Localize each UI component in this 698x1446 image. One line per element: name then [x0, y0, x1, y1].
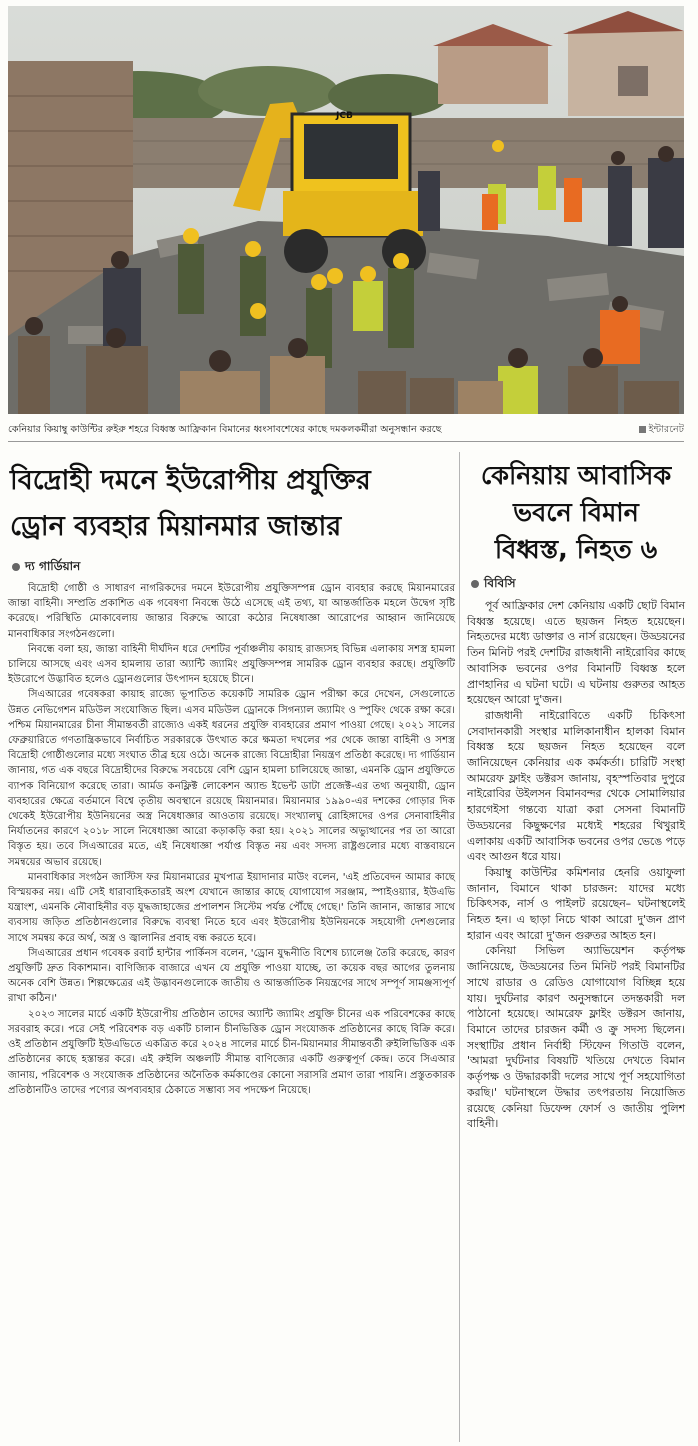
right-headline-line-1: কেনিয়ায় আবাসিক [480, 461, 672, 491]
caption-text: কেনিয়ার কিয়াম্বু কাউন্টির রুইরু শহরে বিধ্বস্ত আফ্রিকান বিমানের ধ্বংসাবশেষের কাছে দমকলকর্মীরা অনুসন্ধান করছে [8, 424, 442, 435]
right-headline-line-3: বিধ্বস্ত, নিহত ৬ [494, 535, 658, 565]
article-paragraph: কিয়াম্বু কাউন্টির কমিশনার হেনরি ওয়াফুলা জানান, বিমানে থাকা চারজন: যাদের মধ্যে চিকিৎসক, নার্স ও পাইলট রয়েছেন– ঘটনাস্থলেই নিহত হন। এ ছাড়া নিচে থাকা আরো দু'জন প্রাণ হারান এবং আরো দু'জন গুরুতর আহত হন। [467, 865, 685, 942]
left-headline [10, 458, 455, 550]
right-headline-line-2: ভবনে বিমান [513, 498, 639, 528]
right-article-body [467, 598, 685, 1132]
article-paragraph: বিদ্রোহী গোষ্ঠী ও সাধারণ নাগরিকদের দমনে ইউরোপীয় প্রযুক্তিসম্পন্ন ড্রোন ব্যবহার করছে মিয়ানমারের জান্তা বাহিনী। সম্প্রতি প্রকাশিত এক গবেষণা নিবন্ধে উঠে এসেছে এই তথ্য, যা আন্তর্জাতিক মহলে উদ্বেগ সৃষ্টি করেছে। পরিস্থিতি মোকাবেলায় জান্তার বিরুদ্ধে আরো কঠোর নিষেধাজ্ঞা আরোপের আহ্বান জানিয়েছে মানবাধিকার সংগঠনগুলো। [8, 583, 455, 640]
article-paragraph: রাজধানী নাইরোবিতে একটি চিকিৎসা সেবাদানকারী সংস্থার মালিকানাধীন হালকা বিমান বিধ্বস্ত হয়ে ছয়জন নিহত হয়েছেন বলে জানিয়েছেন কেনিয়ার এক কর্মকর্তা। চারিটি সংস্থা আমরেফ ফ্লাইং ডক্টরস জানায়, বৃহস্পতিবার দুপুরে নাইরোবির উইলসন বিমানবন্দর থেকে সোমালিয়ার হারগেইসা গন্তব্যে যাত্রা করা সেসনা বিমানটি উড্ডয়নের কিছুক্ষণের মধ্যেই শহরের থিখুরাই এলাকায় একটি আবাসিক ভবনের ওপর ভেঙে পড়ে এবং আগুন ধরে যায়। [467, 708, 685, 864]
article-paragraph: সিএআরের প্রধান গবেষক রবার্ট হান্টার পার্কিনস বলেন, 'ড্রোন যুদ্ধনীতি বিশেষ চ্যালেঞ্জ তৈরি করেছে, কারণ প্রযুক্তিটি দ্রুত বিকাশমান। বাণিজ্যিক বাজারে এখন যে প্রযুক্তি পাওয়া যাচ্ছে, তা কয়েক বছর আগের তুলনায় অনেক বেশি উন্নত। শিল্পক্ষেত্রের এই উদ্ভাবনগুলোকে জাতীয় ও আন্তর্জাতিক নিয়ন্ত্রণের সাথে সম্পূর্ণ সামঞ্জস্যপূর্ণ রাখা কঠিন।' [8, 947, 455, 1005]
right-headline [467, 458, 685, 569]
photo-credit: ইন্টারনেট [639, 419, 684, 441]
article-paragraph: ২০২৩ সালের মার্চে একটি ইউরোপীয় প্রতিষ্ঠান তাদের অ্যান্টি জ্যামিং প্রযুক্তি চীনের এক পরিবেশকের কাছে সরবরাহ করে। পরে সেই পরিবেশক বড় একটি চালান চীনভিত্তিক ড্রোন সংযোজক প্রতিষ্ঠানের কাছে বিক্রি করে। ওই প্রতিষ্ঠান প্রযুক্তিটি ইউএভিতে একত্রিত করে ২০২৪ সালের মার্চে চীন-মিয়ানমার সীমান্তবর্তী রুইলিভিত্তিক এক প্রতিষ্ঠানের কাছে হস্তান্তর করে। এই রুইলি অঞ্চলটি সীমান্ত বাণিজ্যের একটি গুরুত্বপূর্ণ কেন্দ্র। তবে সিএআর জানায়, পরিবেশক ও সংযোজক প্রতিষ্ঠানের অনৈতিক কর্মকাণ্ডের কোনো সরাসরি প্রমাণ তারা পায়নি। প্রস্তুতকারক প্রতিষ্ঠানটিও তাদের পণ্যের অপব্যবহার ঠেকাতে সম্ভাব্য সব পদক্ষেপ নিয়েছে। [8, 1008, 455, 1096]
column-divider [459, 452, 460, 1442]
article-paragraph: সিএআরের গবেষকরা কায়াহ রাজ্যে ভূপাতিত কয়েকটি সামরিক ড্রোন পরীক্ষা করে দেখেন, সেগুলোতে উন্নত নেভিগেশন মডিউল সংযোজিত ছিল। এসব মডিউল ড্রোনকে সিগন্যাল জ্যামিং ও স্পুফিং থেকে রক্ষা করে। পশ্চিম মিয়ানমারের চীনা সীমান্তবর্তী রাজ্যেও একই ধরনের প্রযুক্তি ব্যবহারের প্রমাণ পাওয়া গেছে। ২০২১ সালের ফেব্রুয়ারিতে গণতান্ত্রিকভাবে নির্বাচিত সরকারকে উৎখাত করে ক্ষমতা দখলের পর থেকে জান্তা বাহিনী ও সশস্ত্র বিদ্রোহী গোষ্ঠীগুলোর মধ্যে সংঘাত তীব্র হয়ে ওঠে। অনেক রাজ্যে বিদ্রোহীরা নিয়ন্ত্রণ প্রতিষ্ঠা করেছে। দ্য গার্ডিয়ান জানায়, গত এক বছরে বিদ্রোহীদের বিরুদ্ধে সবচেয়ে বেশি ড্রোন হামলা চালিয়েছে জান্তা, এমনকি ড্রোন প্রযুক্তিতে ব্যাপক বিনিয়োগ করেছে তারা। আর্মড কনফ্লিক্ট লোকেশন অ্যান্ড ইভেন্ট ডাটা প্রজেক্ট-এর তথ্য অনুযায়ী, ড্রোন ব্যবহারের ক্ষেত্রে বর্তমানে বিশ্বে তৃতীয় অবস্থানে রয়েছে মিয়ানমার। মিয়ানমার ১৯৯০-এর দশকের গোড়ার দিক থেকেই ইউরোপীয় ইউনিয়নের অস্ত্র নিষেধাজ্ঞার আওতায় রয়েছে। সংখ্যালঘু রোহিঙ্গাদের ওপর সেনাবাহিনীর নির্যাতনের কারণে ২০১৮ সালে নিষেধাজ্ঞা আরো কড়াকড়ি করা হয়। ২০২১ সালের অভ্যুত্থানের পর তা আরো বিস্তৃত হয়। তবে সিএআরের মতে, এই নিষেধাজ্ঞা পর্যাপ্ত বিস্তৃত নয় এবং সদস্য রাষ্ট্রগুলোর মধ্যে বাস্তবায়নে সমন্বয়ের অভাব রয়েছে। [8, 689, 455, 868]
right-article [467, 452, 685, 1132]
photo-caption [8, 419, 684, 442]
left-headline-line-1: বিদ্রোহী দমনে ইউরোপীয় প্রযুক্তির [10, 465, 371, 496]
left-article-body [8, 581, 455, 1098]
right-byline: বিবিসি [471, 575, 685, 595]
machine-label: JCB [336, 111, 353, 121]
left-byline: দ্য গার্ডিয়ান [12, 558, 455, 578]
article-paragraph: পূর্ব আফ্রিকার দেশ কেনিয়ায় একটি ছোট বিমান বিধ্বস্ত হয়েছে। এতে ছয়জন নিহত হয়েছেন। নিহতদের মধ্যে ডাক্তার ও নার্স রয়েছেন। উড্ডয়নের তিন মিনিট পরই দেশটির রাজধানী নাইরোবির কাছে আবাসিক ভবনের ওপর বিমানটি বিধ্বস্ত হলে প্রাণহানির এ ঘটনা ঘটে। এ ঘটনায় গুরুতর আহত হয়েছেন আরো দু'জন। [467, 599, 685, 707]
article-paragraph: মানবাধিকার সংগঠন জাস্টিস ফর মিয়ানমারের মুখপাত্র ইয়াদানার মাউং বলেন, 'এই প্রতিবেদন আমার কাছে বিস্ময়কর নয়। এটি সেই ধারাবাহিকতারই অংশ যেখানে জান্তার কাছে যোগাযোগ সরঞ্জাম, স্পাইওয়্যার, ইউএভি যন্ত্রাংশ, এমনকি নৌবাহিনীর বড় যুদ্ধজাহাজের প্রপালশন সিস্টেম পর্যন্ত পৌঁছে গেছে।' তিনি জানান, জান্তার সাথে ব্যবসায় জড়িত প্রতিষ্ঠানগুলোর বিরুদ্ধে ব্যবস্থা নিতে হবে এবং ইউরোপীয় ইউনিয়নকে সহযোগী দেশগুলোর সাথে সমন্বয় করে অর্থ, অস্ত্র ও জ্বালানির প্রবাহ বন্ধ করতে হবে। [8, 871, 455, 944]
left-headline-line-2: ড্রোন ব্যবহার মিয়ানমার জান্তার [10, 511, 342, 542]
news-photo [8, 6, 684, 414]
article-paragraph: কেনিয়া সিভিল অ্যাভিয়েশন কর্তৃপক্ষ জানিয়েছে, উড্ডয়নের তিন মিনিট পরই বিমানটির সাথে রাডার ও রেডিও যোগাযোগ বিচ্ছিন্ন হয়ে যায়। দুর্ঘটনার কারণ অনুসন্ধানে তদন্তকারী দল পাঠানো হয়েছে। আমরেফ ফ্লাইং ডক্টরস জানায়, বিমানে তাদের চারজন কর্মী ও ক্রু সদস্য ছিলেন। সংস্থাটির প্রধান নির্বাহী স্টিফেন গিতাউ বলেন, 'আমরা দুর্ঘটনার বিষয়টি খতিয়ে দেখতে বিমান কর্তৃপক্ষ ও উদ্ধারকারী দলের সাথে পূর্ণ সহযোগিতা করছি।' ঘটনাস্থলে উদ্ধার তৎপরতায় নিয়োজিত রয়েছে কেনিয়া ডিফেন্স ফোর্স ও জাতীয় পুলিশ বাহিনী। [467, 944, 685, 1131]
left-article [8, 452, 455, 1098]
article-paragraph: নিবন্ধে বলা হয়, জান্তা বাহিনী দীর্ঘদিন ধরে দেশটির পূর্বাঞ্চলীয় কায়াহ রাজ্যসহ বিভিন্ন এলাকায় সশস্ত্র হামলা চালিয়ে আসছে এবং এসব হামলায় তারা অ্যান্টি জ্যামিং প্রযুক্তিসম্পন্ন সামরিক ড্রোন ব্যবহার করছে। প্রযুক্তিটি ইউরোপে উদ্ভাবিত হলেও ড্রোনগুলোর উৎপাদন হয়েছে চীনে। [8, 643, 455, 686]
